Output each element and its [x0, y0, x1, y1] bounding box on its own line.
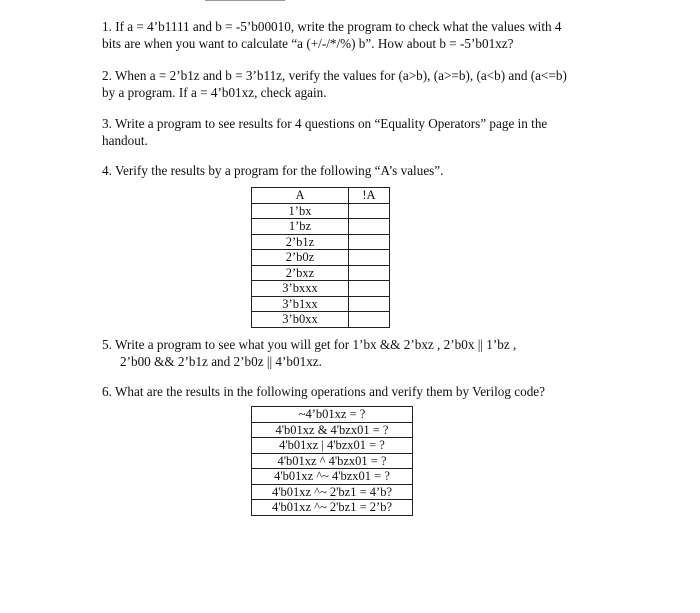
- a-value-cell: 1’bz: [252, 219, 349, 235]
- question-5: [102, 336, 602, 370]
- not-a-cell: [349, 296, 390, 312]
- table-row: [252, 234, 390, 250]
- question-4: [102, 162, 602, 179]
- table-row: [252, 312, 390, 328]
- operation-cell: 4'b01xz ^~ 2'bz1 = 4’b?: [252, 484, 413, 500]
- a-value-cell: 2’bxz: [252, 265, 349, 281]
- table-row: [252, 250, 390, 266]
- operation-cell: ~4’b01xz = ?: [252, 407, 413, 423]
- table-row: [252, 296, 390, 312]
- operation-cell: 4'b01xz ^~ 4'bzx01 = ?: [252, 469, 413, 485]
- table-row: [252, 453, 413, 469]
- a-value-cell: 3’b1xx: [252, 296, 349, 312]
- question-4-line-1: 4. Verify the results by a program for the following “A’s values”.: [102, 163, 444, 178]
- not-a-cell: [349, 234, 390, 250]
- question-3: [102, 115, 602, 149]
- question-3-line-2: handout.: [102, 133, 148, 148]
- a-value-cell: 2’b0z: [252, 250, 349, 266]
- question-2-line-1: 2. When a = 2’b1z and b = 3’b11z, verify the values for (a>b), (a>=b), (a<b) and (a<=b): [102, 68, 567, 83]
- not-a-cell: [349, 312, 390, 328]
- table-row: [252, 469, 413, 485]
- not-a-cell: [349, 203, 390, 219]
- not-a-cell: [349, 265, 390, 281]
- operations-table: [251, 406, 413, 516]
- question-6-line-1: 6. What are the results in the following operations and verify them by Verilog code?: [102, 384, 546, 399]
- question-2: [102, 67, 602, 101]
- question-6: [102, 383, 602, 400]
- page-top-rule: [205, 0, 285, 1]
- a-value-cell: 3’bxxx: [252, 281, 349, 297]
- table-row: [252, 265, 390, 281]
- question-5-line-2: 2’b00 && 2’b1z and 2’b0z || 4’b01xz.: [120, 354, 322, 369]
- not-a-cell: [349, 250, 390, 266]
- operation-cell: 4'b01xz ^~ 2'bz1 = 2’b?: [252, 500, 413, 516]
- table-row: [252, 219, 390, 235]
- operation-cell: 4'b01xz ^ 4'bzx01 = ?: [252, 453, 413, 469]
- table-row: [252, 438, 413, 454]
- question-1-line-1: 1. If a = 4’b1111 and b = -5’b00010, write the program to check what the values with 4: [102, 19, 562, 34]
- operation-cell: 4'b01xz & 4'bzx01 = ?: [252, 422, 413, 438]
- table-header-row: [252, 188, 390, 204]
- question-3-line-1: 3. Write a program to see results for 4 questions on “Equality Operators” page in the: [102, 116, 548, 131]
- a-value-cell: 1’bx: [252, 203, 349, 219]
- table-row: [252, 484, 413, 500]
- a-value-cell: 3’b0xx: [252, 312, 349, 328]
- not-a-cell: [349, 281, 390, 297]
- a-value-cell: 2’b1z: [252, 234, 349, 250]
- header-not-a: !A: [349, 188, 390, 204]
- question-2-line-2: by a program. If a = 4’b01xz, check again.: [102, 85, 327, 100]
- table-row: [252, 500, 413, 516]
- table-row: [252, 281, 390, 297]
- operation-cell: 4'b01xz | 4'bzx01 = ?: [252, 438, 413, 454]
- header-a: A: [252, 188, 349, 204]
- table-row: [252, 203, 390, 219]
- table-row: [252, 407, 413, 423]
- table-row: [252, 422, 413, 438]
- a-values-table: [251, 187, 390, 328]
- not-a-cell: [349, 219, 390, 235]
- question-5-line-1: 5. Write a program to see what you will get for 1’bx && 2’bxz , 2’b0x || 1’bz ,: [102, 337, 517, 352]
- question-1-line-2: bits are when you want to calculate “a (+/-/*/%) b”. How about b = -5’b01xz?: [102, 36, 514, 51]
- question-1: [102, 18, 602, 52]
